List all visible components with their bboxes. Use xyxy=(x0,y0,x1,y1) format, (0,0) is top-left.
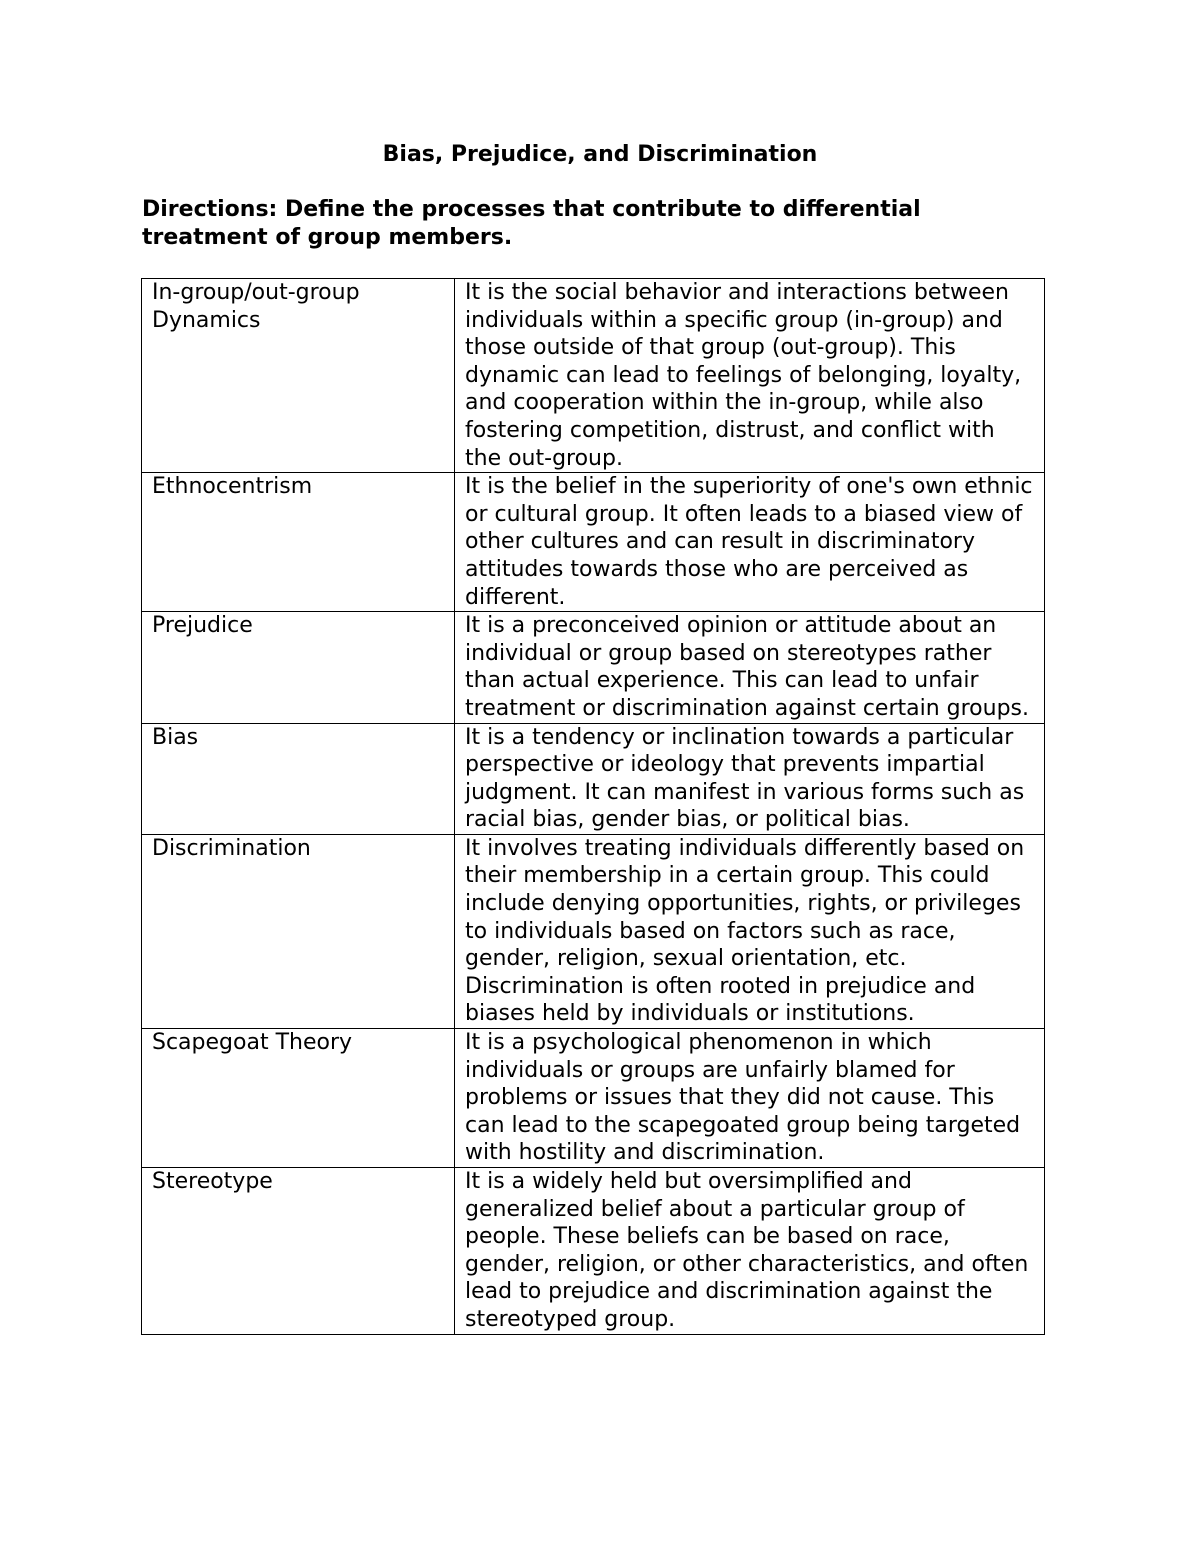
table-row xyxy=(142,1029,1045,1168)
definition-cell: It is a widely held but oversimplified and generalized belief about a particular group of people. These beliefs can be based on race, gender, religion, or other characteristics, and often lead to prejudice and discrimination against the stereotyped group. xyxy=(455,1168,1045,1335)
definition-cell: It is a tendency or inclination towards a particular perspective or ideology that prevents impartial judgment. It can manifest in various forms such as racial bias, gender bias, or political bias. xyxy=(455,723,1045,834)
definition-cell: It is a preconceived opinion or attitude about an individual or group based on stereotypes rather than actual experience. This can lead to unfair treatment or discrimination against certain groups. xyxy=(455,612,1045,723)
table-row xyxy=(142,834,1045,1028)
term-cell: Stereotype xyxy=(142,1168,455,1335)
term-cell: Scapegoat Theory xyxy=(142,1029,455,1168)
table-row xyxy=(142,723,1045,834)
term-cell: Prejudice xyxy=(142,612,455,723)
table-row xyxy=(142,612,1045,723)
table-row xyxy=(142,279,1045,473)
definition-cell: It is the belief in the superiority of one's own ethnic or cultural group. It often leads to a biased view of other cultures and can result in discriminatory attitudes towards those who are perceived as different. xyxy=(455,473,1045,612)
table-row xyxy=(142,1168,1045,1335)
page-title: Bias, Prejudice, and Discrimination xyxy=(382,142,818,167)
definitions-table xyxy=(141,278,1045,1335)
definition-cell: It is a psychological phenomenon in which individuals or groups are unfairly blamed for problems or issues that they did not cause. This can lead to the scapegoated group being targeted with hostility and discrimination. xyxy=(455,1029,1045,1168)
term-cell: Discrimination xyxy=(142,834,455,1028)
table-row xyxy=(142,473,1045,612)
term-cell: Ethnocentrism xyxy=(142,473,455,612)
term-cell: Bias xyxy=(142,723,455,834)
definition-cell: It involves treating individuals differently based on their membership in a certain group. This could include denying opportunities, rights, or privileges to individuals based on factors such as race, gender, religion, sexual orientation, etc. Discrimination is often rooted in prejudice and biases held by individuals or institutions. xyxy=(455,834,1045,1028)
term-cell: In-group/out-group Dynamics xyxy=(142,279,455,473)
definition-cell: It is the social behavior and interactions between individuals within a specific group (in-group) and those outside of that group (out-group). This dynamic can lead to feelings of belonging, loyalty, and cooperation within the in-group, while also fostering competition, distrust, and conflict with the out-group. xyxy=(455,279,1045,473)
directions-text: Directions: Define the processes that contribute to differential treatment of group members. xyxy=(142,197,921,250)
